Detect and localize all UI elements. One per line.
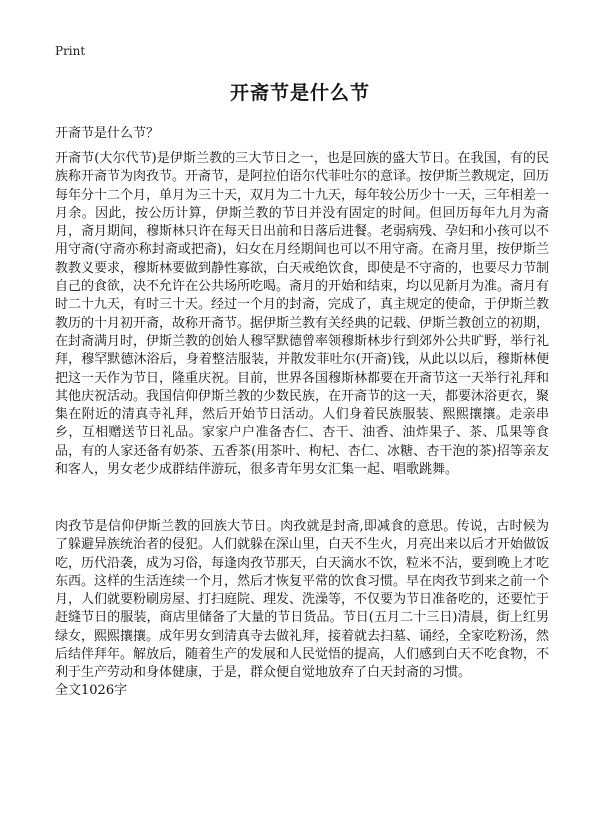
- page-title: 开斋节是什么节: [229, 82, 370, 104]
- body-paragraph-1: 开斋节(大尔代节)是伊斯兰教的三大节日之一，也是回族的盛大节日。在我国，有的民族称开斋节为肉孜节。开斋节，是阿拉伯语尔代菲吐尔的意译。按伊斯兰教规定，回历每年分十二个月，单月为三十天，双月为二十九天，每年较公历少十一天，三年相差一月余。因此，按公历计算，伊斯兰教的节日并没有固定的时间。但回历每年九月为斋月，斋月期间，穆斯林只许在每天日出前和日落后进餐。老弱病残、孕妇和小孩可以不用守斋(守斋亦称封斋或把斋)，妇女在月经期间也可以不用守斋。在斋月里，按伊斯兰教教义要求，穆斯林要做到静性寡欲，白天戒绝饮食，即使是不守斋的，也要尽力节制自己的食欲，决不允许在公共场所吃喝。斋月的开始和结束，均以见新月为准。斋月有时二十九天，有时三十天。经过一个月的封斋，完成了，真主规定的使命，于伊斯兰教教历的十月初开斋，故称开斋节。据伊斯兰教有关经典的记载、伊斯兰教创立的初期，在封斋满月时，伊斯兰教的创始人穆罕默德曾率领穆斯林步行到郊外公共旷野，举行礼拜，穆罕默德沐浴后，身着整洁服装，并散发菲吐尔(开斋)钱，从此以以后，穆斯林便把这一天作为节日，隆重庆祝。目前，世界各国穆斯林都要在开斋节这一天举行礼拜和其他庆祝活动。我国信仰伊斯兰教的少数民族，在开斋节的这一天，都要沐浴更衣，聚集在附近的清真寺礼拜，然后开始节日活动。人们身着民族服装、熙熙攘攘。走亲串乡，互相赠送节日礼品。家家户户准备杏仁、杏干、油香、油炸果子、茶、瓜果等食品，有的人家还备有奶茶、五香茶(用茶叶、枸杞、杏仁、冰糖、杏干泡的茶)招等亲友和客人，男女老少成群结伴游玩，很多青年男女汇集一起、唱歌跳舞。: [55, 151, 550, 478]
- body-paragraph-2: 肉孜节是信仰伊斯兰教的回族大节日。肉孜就是封斋,即减食的意思。传说，古时候为了躲避异族统治者的侵犯。人们就躲在深山里，白天不生火，月亮出来以后才开始做饭吃，历代沿袭，成为习俗，每逢肉孜节那天，白天滴水不饮，粒米不沾，要到晚上才吃东西。这样的生活连续一个月，然后才恢复平常的饮食习惯。早在肉孜节到来之前一个月，人们就要粉刷房屋、打扫庭院、理发、洗澡等，不仅要为节日准备吃的，还要忙于赶缝节日的服装，商店里储备了大量的节日货品。节日(五月二十三日)清晨，街上红男绿女，熙熙攘攘。成年男女到清真寺去做礼拜，接着就去扫墓、诵经，全家吃粉汤，然后结伴拜年。解放后，随着生产的发展和人民觉悟的提高，人们感到白天不吃食物，不利于生产劳动和身体健康，于是，群众便自觉地放弃了白天封斋的习惯。: [55, 519, 550, 681]
- print-label[interactable]: Print: [55, 44, 86, 58]
- word-count: 全文1026字: [55, 683, 128, 698]
- section-heading: 开斋节是什么节？: [55, 126, 160, 141]
